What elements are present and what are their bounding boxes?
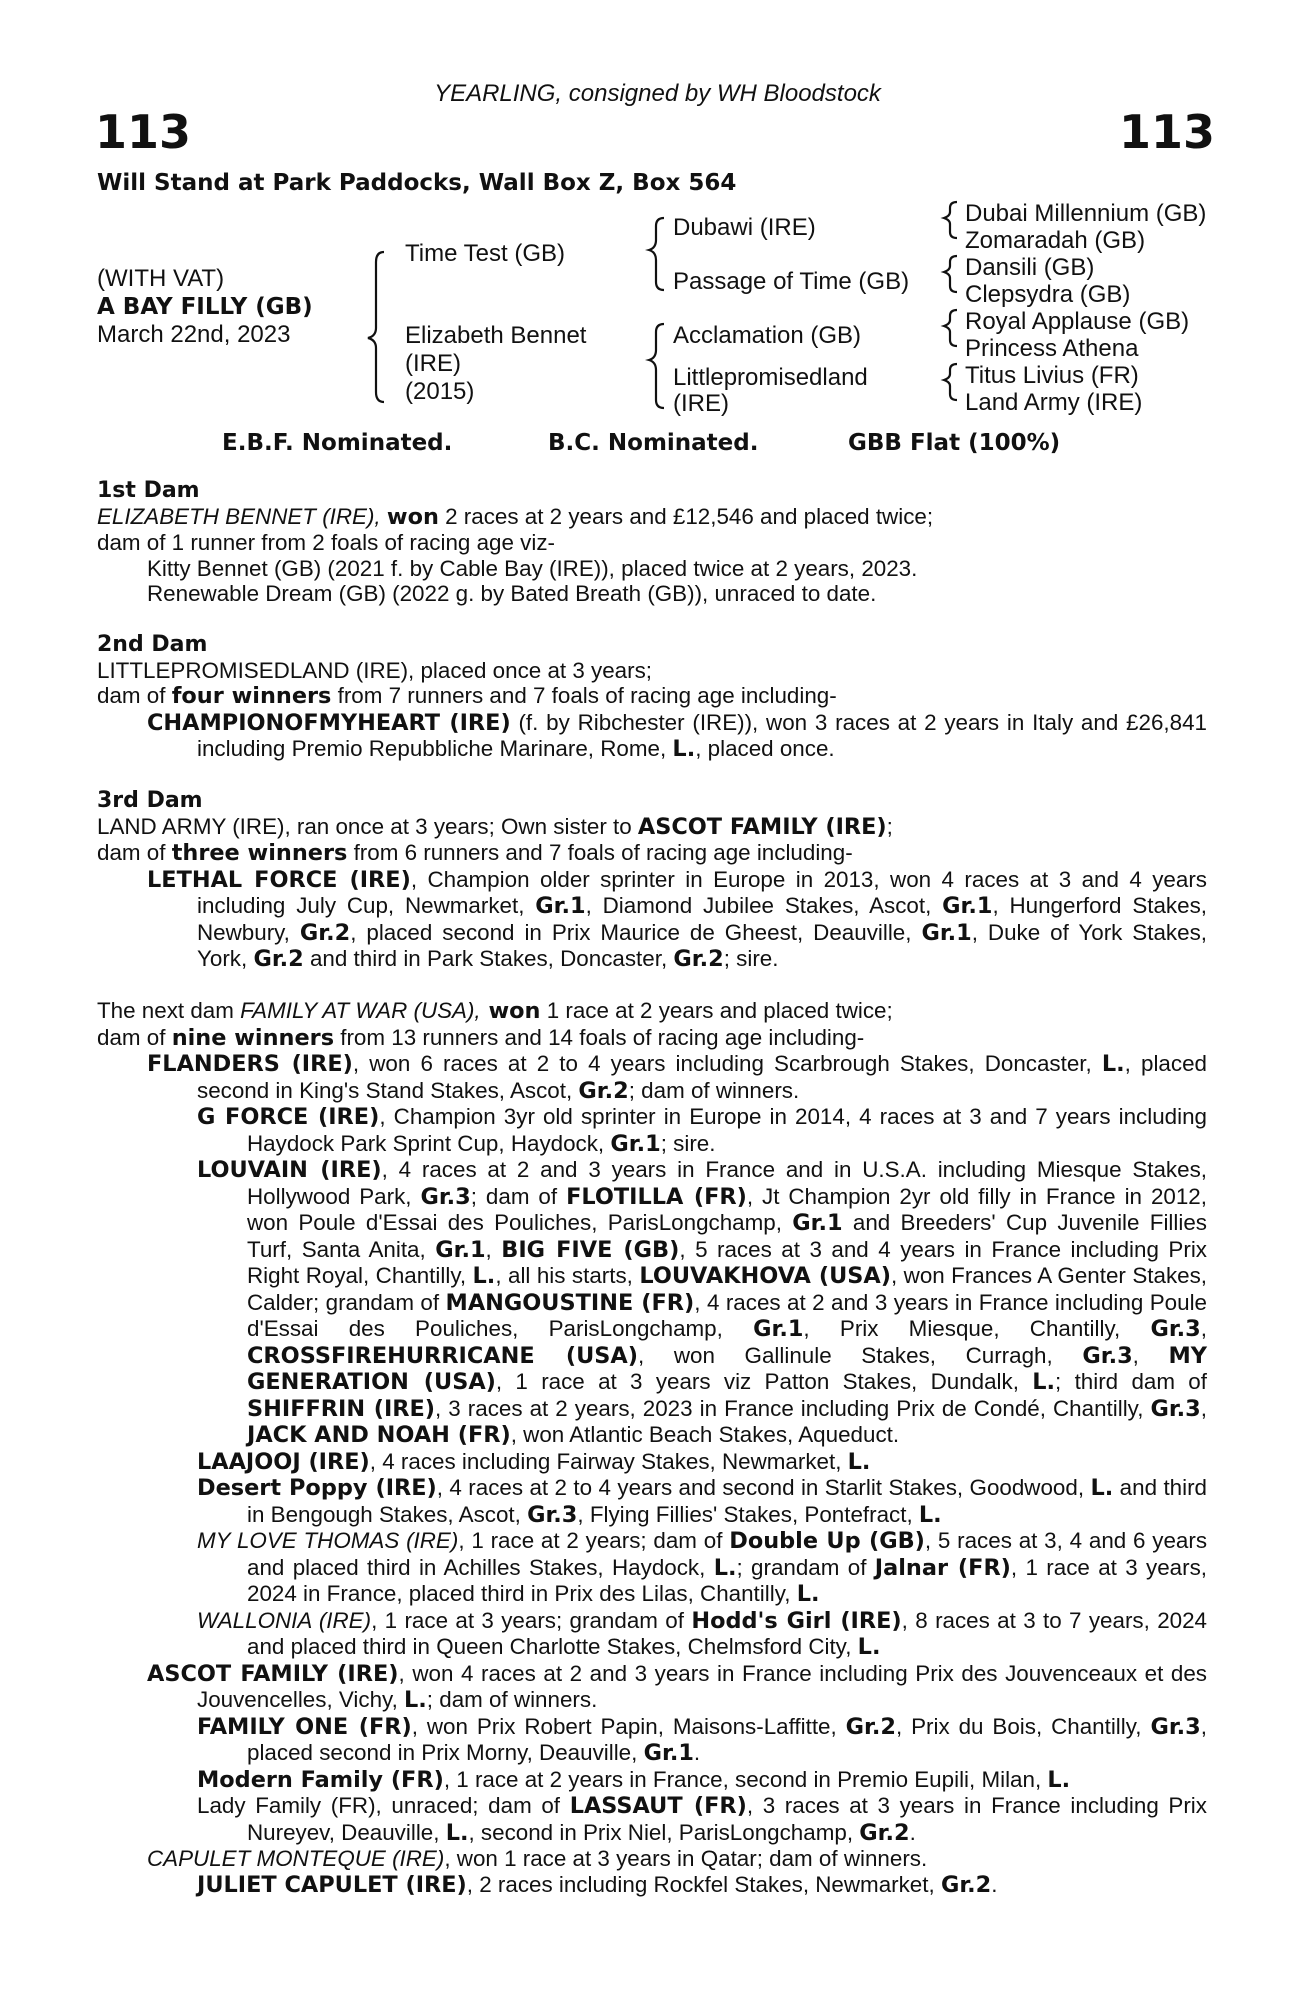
second-dam-produce-summary: dam of four winners from 7 runners and 7 foals of racing age including- [97, 683, 837, 709]
dam-line2: (IRE) [405, 350, 461, 377]
gen1-brace [368, 252, 384, 402]
stand-location: Will Stand at Park Paddocks, Wall Box Z, Box 564 [97, 170, 737, 196]
produce-flanders: FLANDERS (IRE), won 6 races at 2 to 4 years including Scarbrough Stakes, Doncaster, L., placed second in King's Stand Stakes, Ascot, Gr.2; dam of winners. [147, 1051, 1207, 1104]
produce-wallonia: WALLONIA (IRE), 1 race at 3 years; grandam of Hodd's Girl (IRE), 8 races at 3 to 7 years, 2024 and placed third in Queen Charlotte Stakes, Chelmsford City, L. [197, 1607, 1208, 1660]
third-dam-line: LAND ARMY (IRE), ran once at 3 years; Own sister to ASCOT FAMILY (IRE); [97, 813, 893, 840]
produce-renewable-dream: Renewable Dream (GB) (2022 g. by Bated Breath (GB)), unraced to date. [147, 581, 877, 606]
ebf-nomination: E.B.F. Nominated. [222, 430, 453, 456]
dam-dam-line2: (IRE) [673, 390, 729, 417]
next-dam-produce-summary: dam of nine winners from 13 runners and 14 foals of racing age including- [97, 1024, 865, 1051]
third-dam-heading: 3rd Dam [97, 788, 203, 813]
produce-kitty-bennet: Kitty Bennet (GB) (2021 f. by Cable Bay (IRE)), placed twice at 2 years, 2023. [147, 555, 918, 581]
produce-my-love-thomas: MY LOVE THOMAS (IRE), 1 race at 2 years; dam of Double Up (GB), 5 races at 3, 4 and 6 years and placed third in Achilles Stakes, Haydock, L.; grandam of Jalnar (FR), 1 race at 3 years, 2024 in France, placed third in Prix des Lilas, Chantilly, L. [197, 1528, 1208, 1607]
dam-dam-line1: Littlepromisedland [673, 364, 868, 391]
sd-brace [944, 256, 957, 292]
first-dam-line: ELIZABETH BENNET (IRE), won 2 races at 2 years and £12,546 and placed twice; [97, 503, 934, 530]
first-dam-produce-summary: dam of 1 runner from 2 foals of racing age viz- [97, 530, 555, 555]
sire-dam-sire: Dansili (GB) [965, 254, 1095, 281]
lot-number-left: 113 [95, 105, 192, 159]
produce-juliet-capulet: JULIET CAPULET (IRE), 2 races including Rockfel Stakes, Newmarket, Gr.2. [197, 1871, 998, 1898]
second-dam-line: LITTLEPROMISEDLAND (IRE), placed once at 3 years; [97, 657, 652, 683]
dam-sire: Acclamation (GB) [673, 322, 862, 349]
produce-capulet-monteque: CAPULET MONTEQUE (IRE), won 1 race at 3 years in Qatar; dam of winners. [147, 1846, 928, 1871]
produce-championofmyheart: CHAMPIONOFMYHEART (IRE) (f. by Ribchester (IRE)), won 3 races at 2 years in Italy and £26,841 including Premio Repubbliche Marinare, Rome, L., placed once. [147, 709, 1207, 762]
produce-laajooj: LAAJOOJ (IRE), 4 races including Fairway Stakes, Newmarket, L. [197, 1448, 871, 1475]
lot-number-right: 113 [1118, 105, 1215, 159]
sire-dam: Passage of Time (GB) [673, 268, 910, 295]
produce-modern-family: Modern Family (FR), 1 race at 2 years in France, second in Premio Eupili, Milan, L. [197, 1766, 1071, 1793]
produce-record [97, 478, 1207, 1898]
bc-nomination: B.C. Nominated. [548, 430, 759, 456]
sire: Time Test (GB) [405, 240, 566, 267]
third-dam-produce-summary: dam of three winners from 6 runners and 7 foals of racing age including- [97, 840, 853, 866]
produce-louvain: LOUVAIN (IRE), 4 races at 2 and 3 years in France and in U.S.A. including Miesque Stakes, Hollywood Park, Gr.3; dam of FLOTILLA (FR), Jt Champion 2yr old filly in France in 2012, won Poule d'Essai des Pouliches, ParisLongchamp, Gr.1 and Breeders' Cup Juvenile Fillies Turf, Santa Anita, Gr.1, BIG FIVE (GB), 5 races at 3 and 4 years in France including Prix Right Royal, Chantilly, L., all his starts, LOUVAKHOVA (USA), won Frances A Genter Stakes, Calder; grandam of MANGOUSTINE (FR), 4 races at 2 and 3 years in France including Poule d'Essai des Pouliches, ParisLongchamp, Gr.1, Prix Miesque, Chantilly, Gr.3, CROSSFIREHURRICANE (USA), won Gallinule Stakes, Curragh, Gr.3, MY GENERATION (USA), 1 race at 3 years viz Patton Stakes, Dundalk, L.; third dam of SHIFFRIN (IRE), 3 races at 2 years, 2023 in France including Prix de Condé, Chantilly, Gr.3, JACK AND NOAH (FR), won Atlantic Beach Stakes, Aqueduct. [197, 1157, 1208, 1448]
dam-brace [649, 324, 664, 408]
catalogue-subtitle: YEARLING, consigned by WH Bloodstock [434, 80, 881, 107]
sire-sire-sire: Dubai Millennium (GB) [965, 200, 1207, 227]
sire-dam-dam: Clepsydra (GB) [965, 281, 1131, 308]
produce-family-one: FAMILY ONE (FR), won Prix Robert Papin, Maisons-Laffitte, Gr.2, Prix du Bois, Chantilly, Gr.3, placed second in Prix Morny, Deauville, Gr.1. [197, 1713, 1207, 1766]
ss-brace [944, 202, 957, 238]
sire-sire-dam: Zomaradah (GB) [965, 227, 1146, 254]
dam-sire-dam: Princess Athena [965, 335, 1139, 362]
horse-name: A BAY FILLY (GB) [97, 294, 313, 320]
dam-dam-dam: Land Army (IRE) [965, 389, 1143, 416]
second-dam-heading: 2nd Dam [97, 632, 208, 657]
first-dam-heading: 1st Dam [97, 478, 200, 503]
dam-sire-sire: Royal Applause (GB) [965, 308, 1190, 335]
sire-brace [649, 218, 664, 290]
dam-dam-sire: Titus Livius (FR) [965, 362, 1139, 389]
horse-dob: March 22nd, 2023 [97, 321, 291, 348]
produce-g-force: G FORCE (IRE), Champion 3yr old sprinter in Europe in 2014, 4 races at 3 and 7 years including Haydock Park Sprint Cup, Haydock, Gr.1; sire. [197, 1104, 1207, 1157]
ds-brace [944, 310, 957, 346]
produce-lethal-force: LETHAL FORCE (IRE), Champion older sprinter in Europe in 2013, won 4 races at 3 and 4 years including July Cup, Newmarket, Gr.1, Diamond Jubilee Stakes, Ascot, Gr.1, Hungerford Stakes, Newbury, Gr.2, placed second in Prix Maurice de Gheest, Deauville, Gr.1, Duke of York Stakes, York, Gr.2 and third in Park Stakes, Doncaster, Gr.2; sire. [147, 866, 1207, 972]
produce-ascot-family: ASCOT FAMILY (IRE), won 4 races at 2 and 3 years in France including Prix des Jouvenceaux et des Jouvencelles, Vichy, L.; dam of winners. [147, 1660, 1207, 1713]
next-dam-line: The next dam FAMILY AT WAR (USA), won 1 race at 2 years and placed twice; [97, 998, 893, 1024]
dd-brace [944, 364, 957, 400]
produce-desert-poppy: Desert Poppy (IRE), 4 races at 2 to 4 years and second in Starlit Stakes, Goodwood, L. and third in Bengough Stakes, Ascot, Gr.3, Flying Fillies' Stakes, Pontefract, L. [197, 1475, 1207, 1528]
sire-sire: Dubawi (IRE) [673, 214, 816, 241]
produce-lady-family: Lady Family (FR), unraced; dam of LASSAUT (FR), 3 races at 3 years in France including Prix Nureyev, Deauville, L., second in Prix Niel, ParisLongchamp, Gr.2. [197, 1793, 1207, 1846]
dam-line1: Elizabeth Bennet [405, 322, 587, 349]
gbb-nomination: GBB Flat (100%) [848, 430, 1061, 456]
dam-line3: (2015) [405, 378, 475, 405]
vat-note: (WITH VAT) [97, 265, 225, 292]
